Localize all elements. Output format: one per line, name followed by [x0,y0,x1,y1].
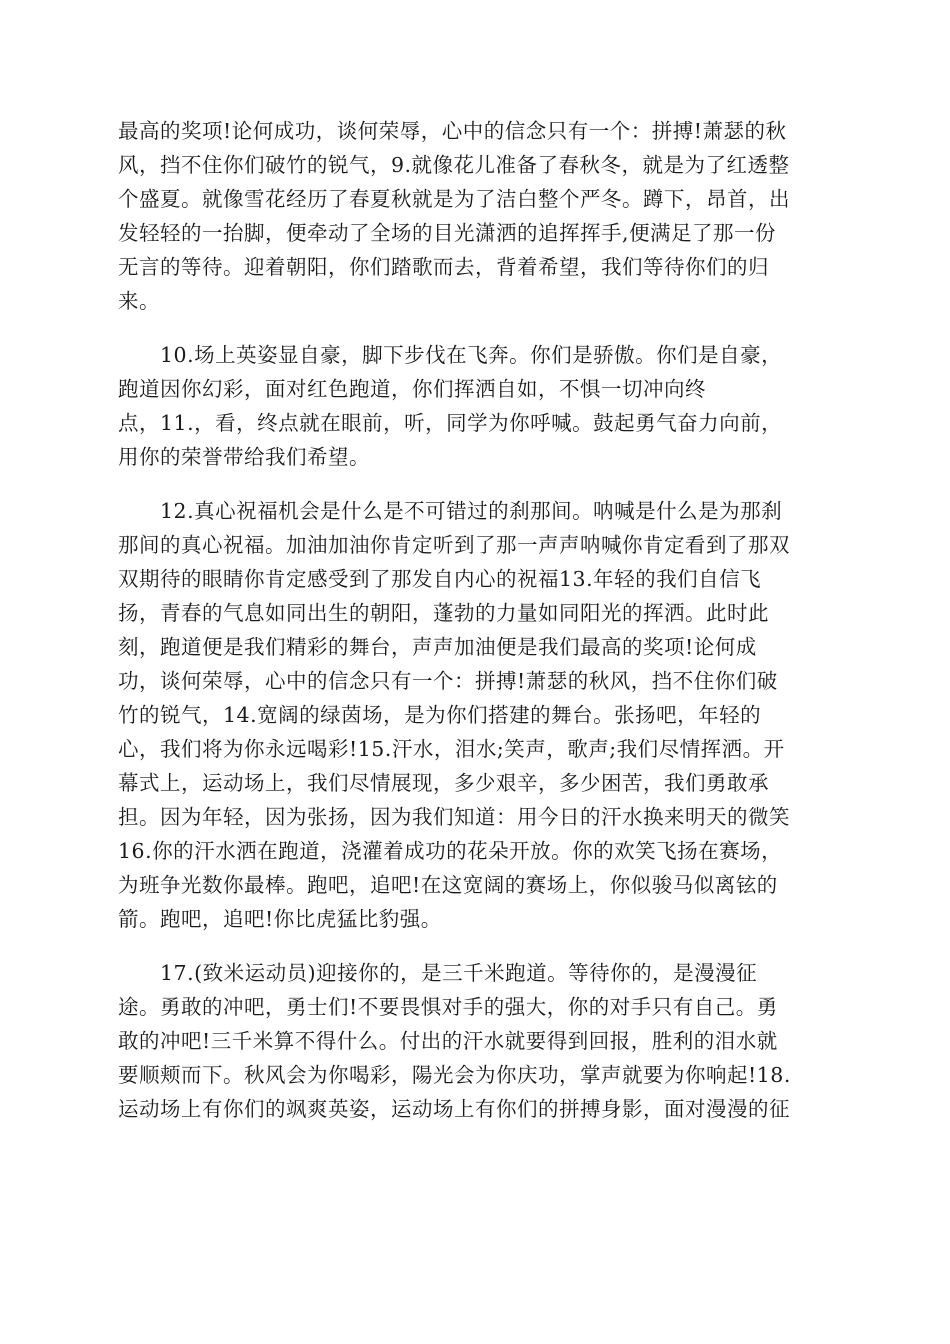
text-line: 个盛夏。就像雪花经历了春夏秋就是为了洁白整个严冬。蹲下，昂首，出 [118,187,790,211]
text-line: 最高的奖项!论何成功，谈何荣辱，心中的信念只有一个：拼搏!萧瑟的秋 [118,119,787,143]
text-line: 无言的等待。迎着朝阳，你们踏歌而去，背着希望，我们等待你们的归 [118,255,769,279]
text-line: 跑道因你幻彩，面对红色跑道，你们挥洒自如，不惧一切冲向终 [118,377,706,401]
text-line: 刻，跑道便是我们精彩的舞台，声声加油便是我们最高的奖项!论何成 [118,635,757,659]
text-line: 功，谈何荣辱，心中的信念只有一个：拼搏!萧瑟的秋风，挡不住你们破 [118,669,778,693]
text-line: 双期待的眼睛你肯定感受到了那发自内心的祝福13.年轻的我们自信飞 [118,567,762,591]
text-line: 途。勇敢的冲吧，勇士们!不要畏惧对手的强大，你的对手只有自己。勇 [118,995,778,1019]
text-line: 为班争光数你最棒。跑吧，追吧!在这宽阔的赛场上，你似骏马似离铉的 [118,873,778,897]
paragraph-2 [118,338,834,474]
text-line: 担。因为年轻，因为张扬，因为我们知道：用今日的汗水换来明天的微笑 [118,805,790,829]
text-line: 竹的锐气，14.宽阔的绿茵场，是为你们搭建的舞台。张扬吧，年轻的 [118,703,762,727]
text-line: 要顺颊而下。秋风会为你喝彩，陽光会为你庆功，掌声就要为你响起!18. [118,1063,791,1087]
text-line: 17.(致米运动员)迎接你的，是三千米跑道。等待你的，是漫漫征 [160,961,758,985]
text-line: 16.你的汗水洒在跑道，浇灌着成功的花朵开放。你的欢笑飞扬在赛场， [118,839,783,863]
text-line: 心，我们将为你永远喝彩!15.汗水，泪水;笑声，歌声;我们尽情挥洒。开 [118,737,785,761]
text-line: 点，11.，看，终点就在眼前，听，同学为你呼喊。鼓起勇气奋力向前， [118,411,783,435]
text-line: 运动场上有你们的飒爽英姿，运动场上有你们的拼搏身影，面对漫漫的征 [118,1097,790,1121]
text-line: 那间的真心祝福。加油加油你肯定听到了那一声声呐喊你肯定看到了那双 [118,533,790,557]
text-line: 用你的荣誉带给我们希望。 [118,445,370,469]
paragraph-1 [118,114,834,318]
text-line: 10.场上英姿显自豪，脚下步伐在飞奔。你们是骄傲。你们是自豪， [160,343,783,367]
text-line: 敢的冲吧!三千米算不得什么。付出的汗水就要得到回报，胜利的泪水就 [118,1029,778,1053]
paragraph-4 [118,956,834,1126]
paragraph-3 [118,494,834,936]
text-line: 风，挡不住你们破竹的锐气，9.就像花儿准备了春秋冬，就是为了红透整 [118,153,790,177]
document-page [118,114,834,1146]
text-line: 来。 [118,289,160,313]
text-line: 扬，青春的气息如同出生的朝阳，蓬勃的力量如同阳光的挥洒。此时此 [118,601,769,625]
text-line: 12.真心祝福机会是什么是不可错过的刹那间。呐喊是什么是为那刹 [160,499,783,523]
text-line: 箭。跑吧，追吧!你比虎猛比豹强。 [118,907,442,931]
text-line: 幕式上，运动场上，我们尽情展现，多少艰辛，多少困苦，我们勇敢承 [118,771,769,795]
text-line: 发轻轻的一抬脚，便牵动了全场的目光潇洒的追挥挥手,便满足了那一份 [118,221,777,245]
